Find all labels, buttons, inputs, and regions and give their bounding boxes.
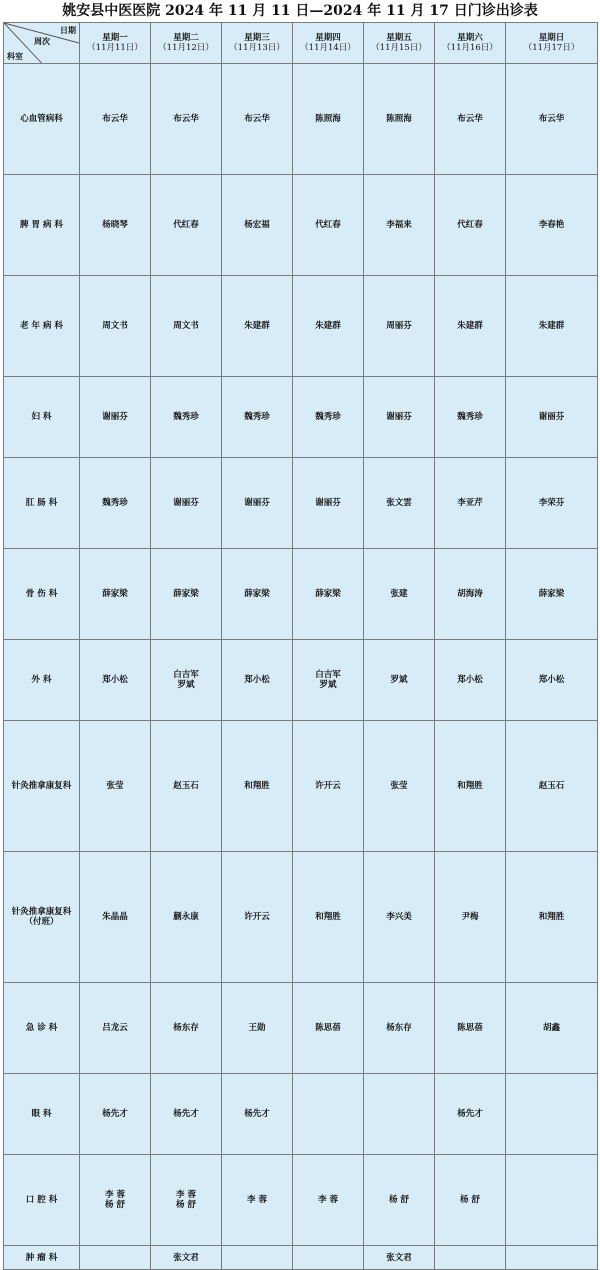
doctor-cell: 许开云 (293, 721, 364, 852)
day-header: 星期四 （11月14日） (293, 23, 364, 64)
doctor-cell: 朱建群 (293, 276, 364, 377)
doctor-cell: 李兴美 (364, 852, 435, 983)
doctor-cell: 周丽芬 (364, 276, 435, 377)
doctor-cell: 朱建群 (222, 276, 293, 377)
doctor-cell: 布云华 (80, 64, 151, 175)
department-cell: 针灸推拿康复科 (4, 721, 80, 852)
doctor-cell: 谢丽芬 (364, 377, 435, 458)
doctor-cell (293, 1246, 364, 1270)
department-cell: 口 腔 科 (4, 1155, 80, 1246)
doctor-cell: 杨晓琴 (80, 175, 151, 276)
doctor-cell: 魏秀珍 (80, 458, 151, 549)
department-cell: 妇 科 (4, 377, 80, 458)
doctor-cell (80, 1246, 151, 1270)
doctor-cell: 布云华 (151, 64, 222, 175)
doctor-cell: 魏秀珍 (222, 377, 293, 458)
department-cell: 外 科 (4, 640, 80, 721)
doctor-cell: 白吉军 罗斌 (151, 640, 222, 721)
department-cell: 骨 伤 科 (4, 549, 80, 640)
doctor-cell: 朱建群 (506, 276, 598, 377)
doctor-cell: 郑小松 (222, 640, 293, 721)
doctor-cell (364, 1074, 435, 1155)
doctor-cell: 许开云 (222, 852, 293, 983)
doctor-cell: 代红春 (435, 175, 506, 276)
table-row (4, 852, 598, 983)
doctor-cell: 杨先才 (80, 1074, 151, 1155)
doctor-cell: 李 蓉 杨 舒 (151, 1155, 222, 1246)
department-cell: 肿 瘤 科 (4, 1246, 80, 1270)
doctor-cell: 薛家梁 (222, 549, 293, 640)
doctor-cell: 代红春 (293, 175, 364, 276)
doctor-cell: 郑小松 (506, 640, 598, 721)
doctor-cell: 李 蓉 杨 舒 (80, 1155, 151, 1246)
doctor-cell: 和翔胜 (506, 852, 598, 983)
department-cell: 老 年 病 科 (4, 276, 80, 377)
doctor-cell: 张莹 (364, 721, 435, 852)
doctor-cell: 谢丽芬 (293, 458, 364, 549)
corner-header (4, 23, 80, 64)
doctor-cell: 张文君 (151, 1246, 222, 1270)
doctor-cell: 陈思蓓 (435, 983, 506, 1074)
header-row (4, 23, 598, 64)
department-cell: 心血管病科 (4, 64, 80, 175)
table-row (4, 983, 598, 1074)
doctor-cell: 布云华 (222, 64, 293, 175)
table-row (4, 175, 598, 276)
doctor-cell: 张文君 (364, 1246, 435, 1270)
department-cell: 脾 胃 病 科 (4, 175, 80, 276)
schedule-table (3, 22, 598, 1270)
doctor-cell: 吕龙云 (80, 983, 151, 1074)
doctor-cell: 胡海涛 (435, 549, 506, 640)
table-row (4, 640, 598, 721)
table-row (4, 721, 598, 852)
corner-week-label: 周次 (34, 36, 50, 46)
doctor-cell: 赵玉石 (151, 721, 222, 852)
doctor-cell: 陈思蓓 (293, 983, 364, 1074)
doctor-cell: 代红春 (151, 175, 222, 276)
table-row (4, 377, 598, 458)
doctor-cell (506, 1074, 598, 1155)
doctor-cell: 杨先才 (435, 1074, 506, 1155)
department-cell: 针灸推拿康复科 （付班） (4, 852, 80, 983)
doctor-cell: 布云华 (435, 64, 506, 175)
doctor-cell: 朱晶晶 (80, 852, 151, 983)
doctor-cell (506, 1155, 598, 1246)
doctor-cell: 白吉军 罗斌 (293, 640, 364, 721)
doctor-cell (222, 1246, 293, 1270)
doctor-cell: 杨 舒 (364, 1155, 435, 1246)
department-cell: 眼 科 (4, 1074, 80, 1155)
doctor-cell: 陈照海 (364, 64, 435, 175)
doctor-cell: 朱建群 (435, 276, 506, 377)
page-title: 姚安县中医医院 2024 年 11 月 11 日—2024 年 11 月 17 日门诊出诊表 (62, 3, 538, 19)
doctor-cell: 李荣芬 (506, 458, 598, 549)
table-row (4, 1155, 598, 1246)
department-cell: 急 诊 科 (4, 983, 80, 1074)
doctor-cell: 魏秀珍 (435, 377, 506, 458)
doctor-cell: 魏秀珍 (151, 377, 222, 458)
doctor-cell: 尹梅 (435, 852, 506, 983)
doctor-cell: 李亚芹 (435, 458, 506, 549)
table-row (4, 276, 598, 377)
table-row (4, 549, 598, 640)
doctor-cell: 和翔胜 (293, 852, 364, 983)
doctor-cell: 杨 舒 (435, 1155, 506, 1246)
day-header: 星期六 （11月16日） (435, 23, 506, 64)
corner-dept-label: 科室 (7, 51, 23, 61)
table-row (4, 64, 598, 175)
doctor-cell: 胡鑫 (506, 983, 598, 1074)
doctor-cell: 王勋 (222, 983, 293, 1074)
doctor-cell: 蒯永康 (151, 852, 222, 983)
doctor-cell: 李春艳 (506, 175, 598, 276)
doctor-cell: 杨宏福 (222, 175, 293, 276)
doctor-cell: 薛家梁 (506, 549, 598, 640)
doctor-cell: 李 蓉 (222, 1155, 293, 1246)
day-header: 星期三 （11月13日） (222, 23, 293, 64)
doctor-cell: 谢丽芬 (506, 377, 598, 458)
doctor-cell: 薛家梁 (293, 549, 364, 640)
doctor-cell (293, 1074, 364, 1155)
doctor-cell: 薛家梁 (151, 549, 222, 640)
doctor-cell: 赵玉石 (506, 721, 598, 852)
doctor-cell: 杨东存 (364, 983, 435, 1074)
doctor-cell (435, 1246, 506, 1270)
doctor-cell (506, 1246, 598, 1270)
doctor-cell: 郑小松 (435, 640, 506, 721)
department-cell: 肛 肠 科 (4, 458, 80, 549)
doctor-cell: 周文书 (80, 276, 151, 377)
doctor-cell: 谢丽芬 (151, 458, 222, 549)
doctor-cell: 布云华 (506, 64, 598, 175)
day-header: 星期二 （11月12日） (151, 23, 222, 64)
doctor-cell: 陈照海 (293, 64, 364, 175)
corner-date-label: 日期 (60, 25, 76, 35)
table-row (4, 458, 598, 549)
doctor-cell: 薛家梁 (80, 549, 151, 640)
doctor-cell: 张建 (364, 549, 435, 640)
table-row (4, 1246, 598, 1270)
doctor-cell: 谢丽芬 (222, 458, 293, 549)
doctor-cell: 张莹 (80, 721, 151, 852)
doctor-cell: 杨先才 (151, 1074, 222, 1155)
doctor-cell: 罗斌 (364, 640, 435, 721)
doctor-cell: 杨东存 (151, 983, 222, 1074)
day-header: 星期日 （11月17日） (506, 23, 598, 64)
doctor-cell: 张文雲 (364, 458, 435, 549)
doctor-cell: 李 蓉 (293, 1155, 364, 1246)
doctor-cell: 杨先才 (222, 1074, 293, 1155)
doctor-cell: 谢丽芬 (80, 377, 151, 458)
doctor-cell: 周文书 (151, 276, 222, 377)
doctor-cell: 和翔胜 (435, 721, 506, 852)
doctor-cell: 和翔胜 (222, 721, 293, 852)
table-row (4, 1074, 598, 1155)
day-header: 星期一 （11月11日） (80, 23, 151, 64)
doctor-cell: 郑小松 (80, 640, 151, 721)
day-header: 星期五 （11月15日） (364, 23, 435, 64)
doctor-cell: 李福来 (364, 175, 435, 276)
doctor-cell: 魏秀珍 (293, 377, 364, 458)
